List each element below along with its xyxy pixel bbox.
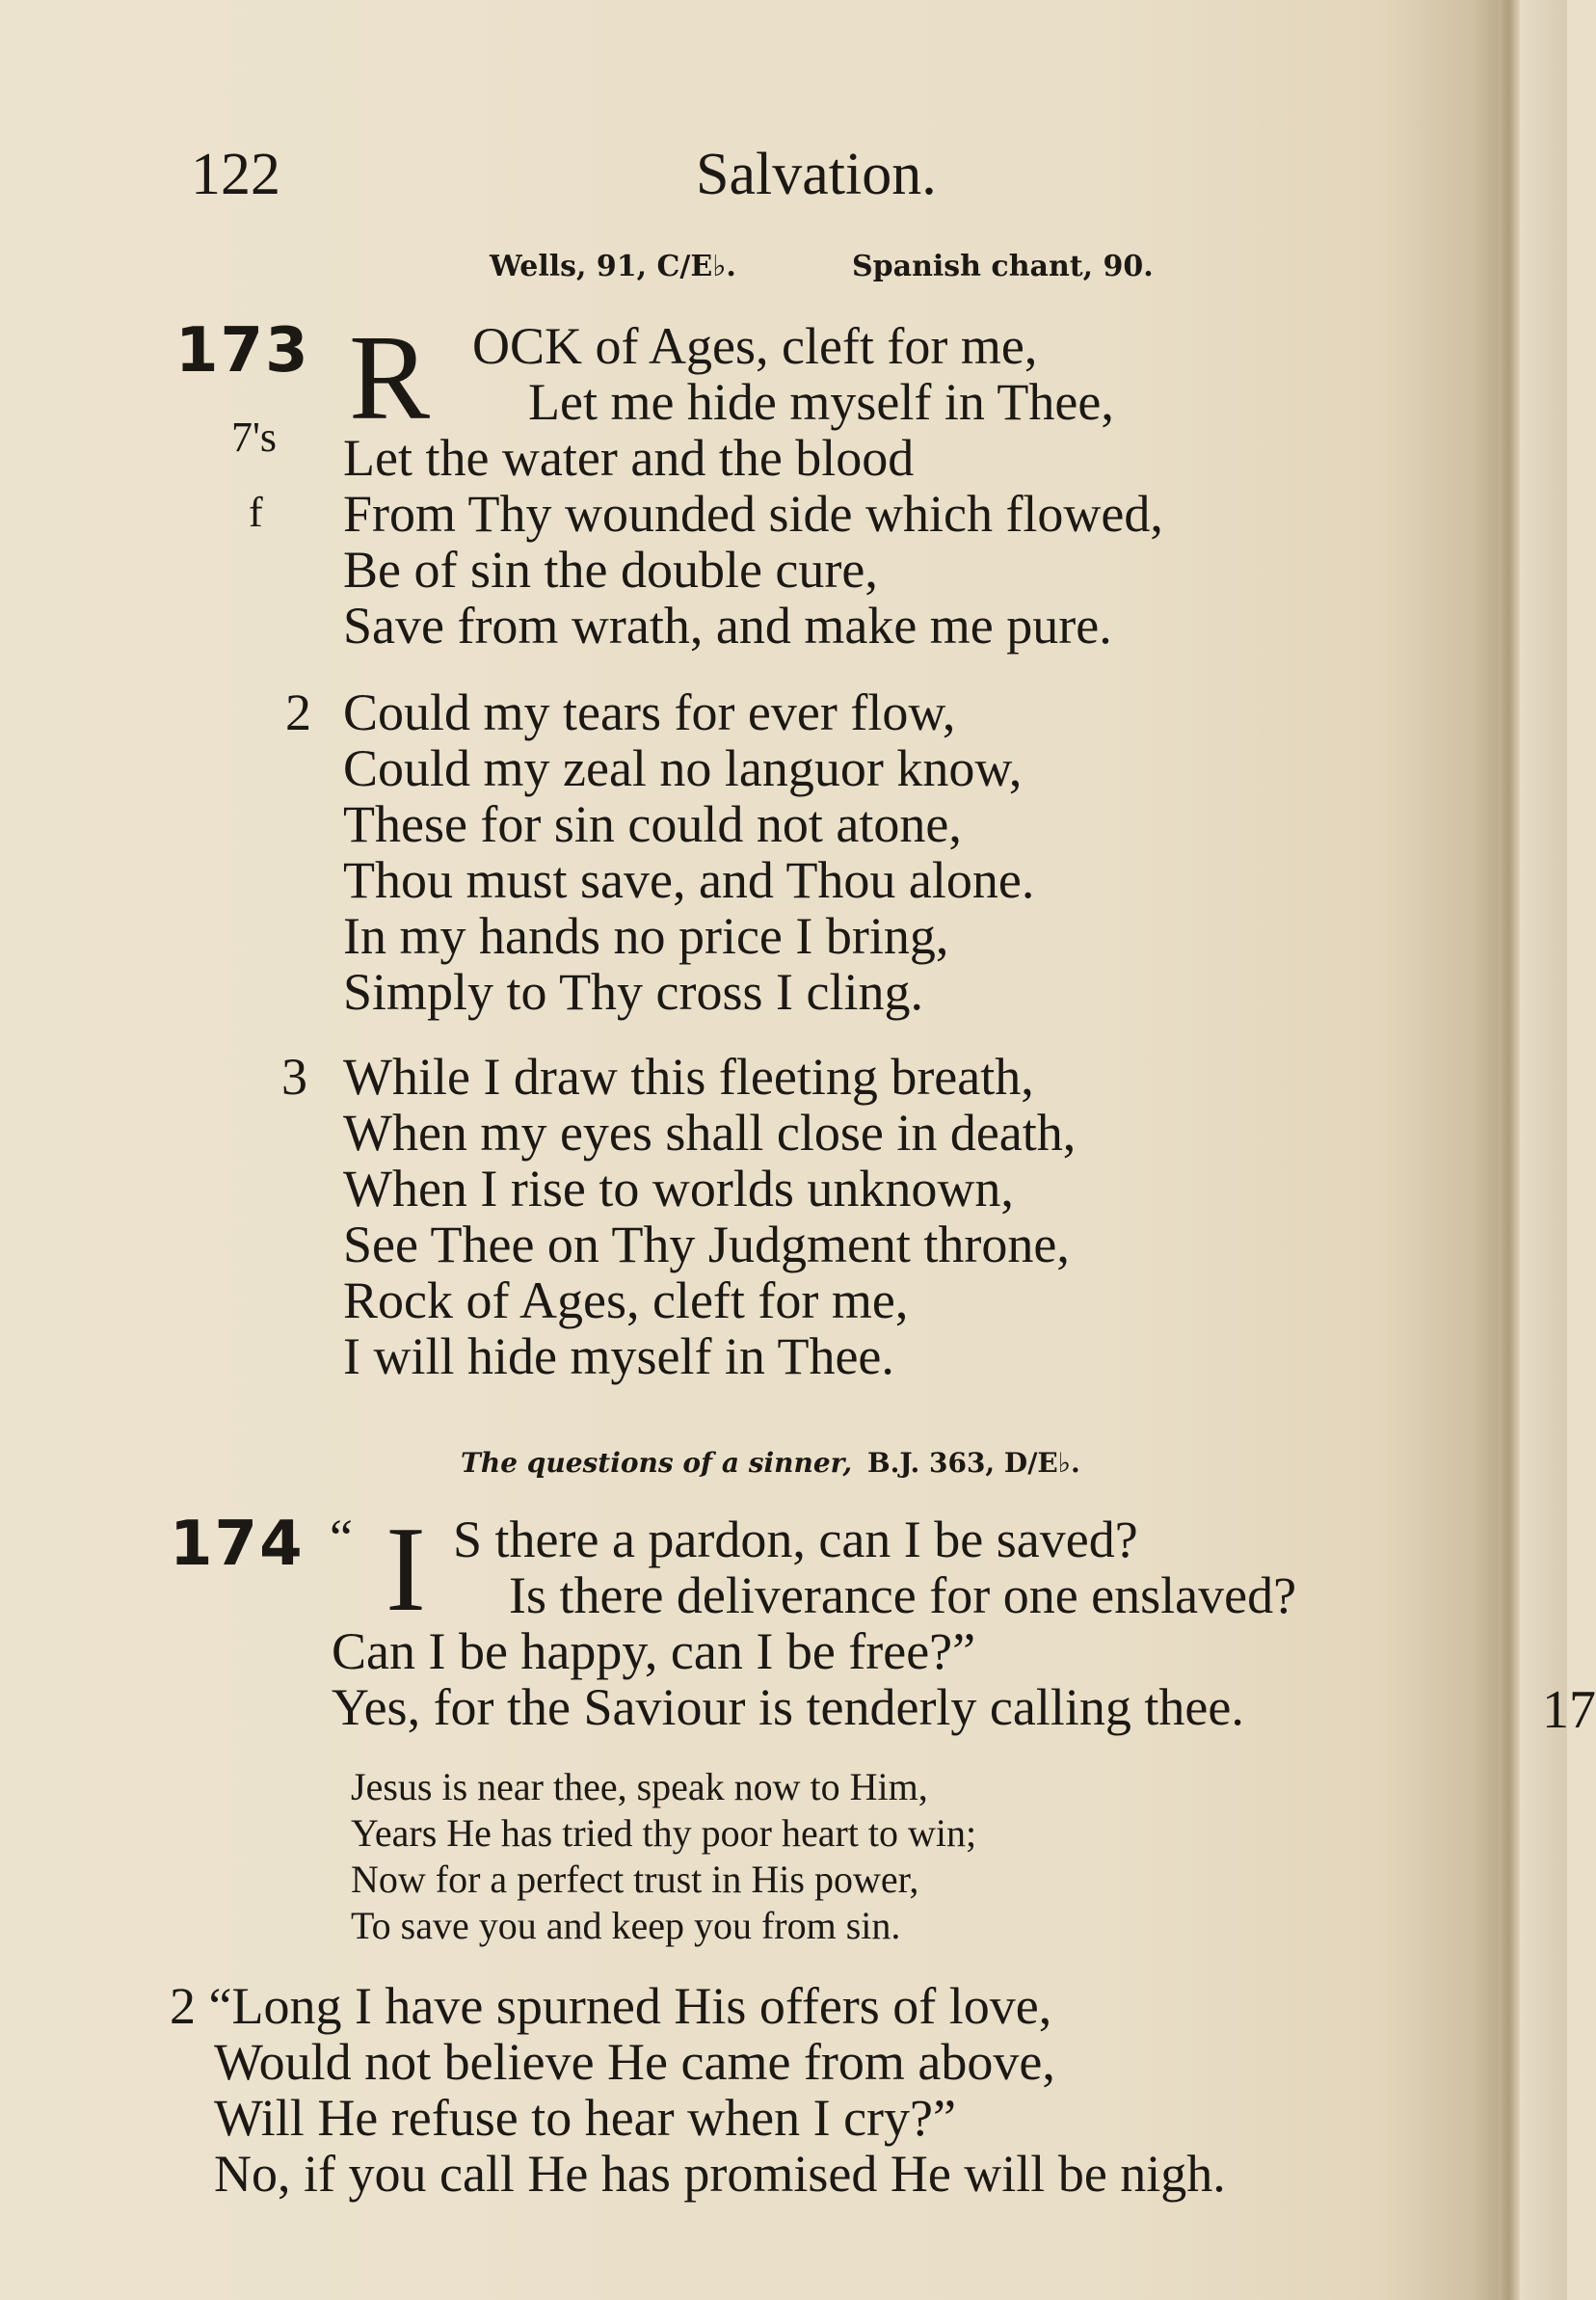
hymn-173-line: Could my zeal no languor know, bbox=[343, 739, 1023, 797]
page-number: 122 bbox=[191, 142, 280, 207]
next-page-fragment: 17 bbox=[1542, 1680, 1596, 1740]
hymn-174-line: Will He refuse to hear when I cry?” bbox=[214, 2089, 956, 2147]
hymn-174-verse2-first: 2 “Long I have spurned His offers of love, bbox=[170, 1977, 1052, 2035]
hymn-173-line: Rock of Ages, cleft for me, bbox=[343, 1271, 909, 1329]
hymn-173-line: Be of sin the double cure, bbox=[343, 541, 878, 599]
opening-quote: “ bbox=[330, 1509, 353, 1566]
hymn-173-line: Simply to Thy cross I cling. bbox=[343, 963, 923, 1021]
tune-title: The questions of a sinner, bbox=[461, 1447, 853, 1479]
verse-number: 3 bbox=[281, 1048, 307, 1106]
chorus-line: Jesus is near thee, speak now to Him, bbox=[351, 1765, 928, 1808]
hymn-174-first-line: S there a pardon, can I be saved? bbox=[453, 1511, 1138, 1568]
tune-ref-bj: B.J. 363, D/E♭. bbox=[867, 1447, 1080, 1479]
hymn-173-line: In my hands no price I bring, bbox=[343, 907, 949, 965]
hymn-173-line: Let the water and the blood bbox=[343, 429, 915, 487]
hymn-meter: 7's bbox=[231, 414, 278, 461]
page-gutter-edge bbox=[1499, 0, 1520, 2300]
hymn-173-line: Could my tears for ever flow, bbox=[343, 683, 956, 741]
drop-cap-r: R bbox=[349, 311, 431, 445]
hymn-174-line: Is there deliverance for one enslaved? bbox=[509, 1566, 1297, 1624]
drop-cap-i: I bbox=[386, 1503, 426, 1637]
tune-ref-spanish-chant: Spanish chant, 90. bbox=[852, 250, 1154, 283]
chorus-line: Now for a perfect trust in His power, bbox=[351, 1858, 919, 1901]
hymn-174-line: Can I be happy, can I be free?” bbox=[332, 1622, 976, 1680]
chorus-line: Years He has tried thy poor heart to win; bbox=[351, 1811, 977, 1855]
page-title: Salvation. bbox=[696, 142, 937, 207]
hymn-173-line: Let me hide myself in Thee, bbox=[528, 373, 1114, 431]
hymn-173-line: When my eyes shall close in death, bbox=[343, 1104, 1077, 1162]
hymn-173-line: While I draw this fleeting breath, bbox=[343, 1048, 1034, 1106]
hymn-173-line: Thou must save, and Thou alone. bbox=[343, 851, 1035, 909]
tune-ref-wells: Wells, 91, C/E♭. bbox=[490, 250, 736, 283]
dynamic-marking: f bbox=[249, 489, 263, 536]
hymn-173-line: Save from wrath, and make me pure. bbox=[343, 597, 1112, 655]
hymn-174-line: No, if you call He has promised He will be nigh. bbox=[214, 2145, 1226, 2203]
hymn-173-line: From Thy wounded side which flowed, bbox=[343, 485, 1163, 543]
chorus-line: To save you and keep you from sin. bbox=[351, 1904, 901, 1947]
hymn-173-line: These for sin could not atone, bbox=[343, 795, 962, 853]
hymn-173-line: I will hide myself in Thee. bbox=[343, 1327, 894, 1385]
hymn-174-line: Would not believe He came from above, bbox=[214, 2033, 1055, 2091]
hymn-173-line: When I rise to worlds unknown, bbox=[343, 1160, 1014, 1217]
hymn-number-174: 174 bbox=[170, 1509, 305, 1580]
hymn-173-line: See Thee on Thy Judgment throne, bbox=[343, 1216, 1070, 1273]
hymn-173-first-line: OCK of Ages, cleft for me, bbox=[472, 317, 1038, 375]
hymn-number-173: 173 bbox=[175, 315, 310, 387]
hymn-174-line: Yes, for the Saviour is tenderly calling thee. bbox=[332, 1678, 1244, 1736]
verse-number: 2 bbox=[285, 683, 311, 741]
